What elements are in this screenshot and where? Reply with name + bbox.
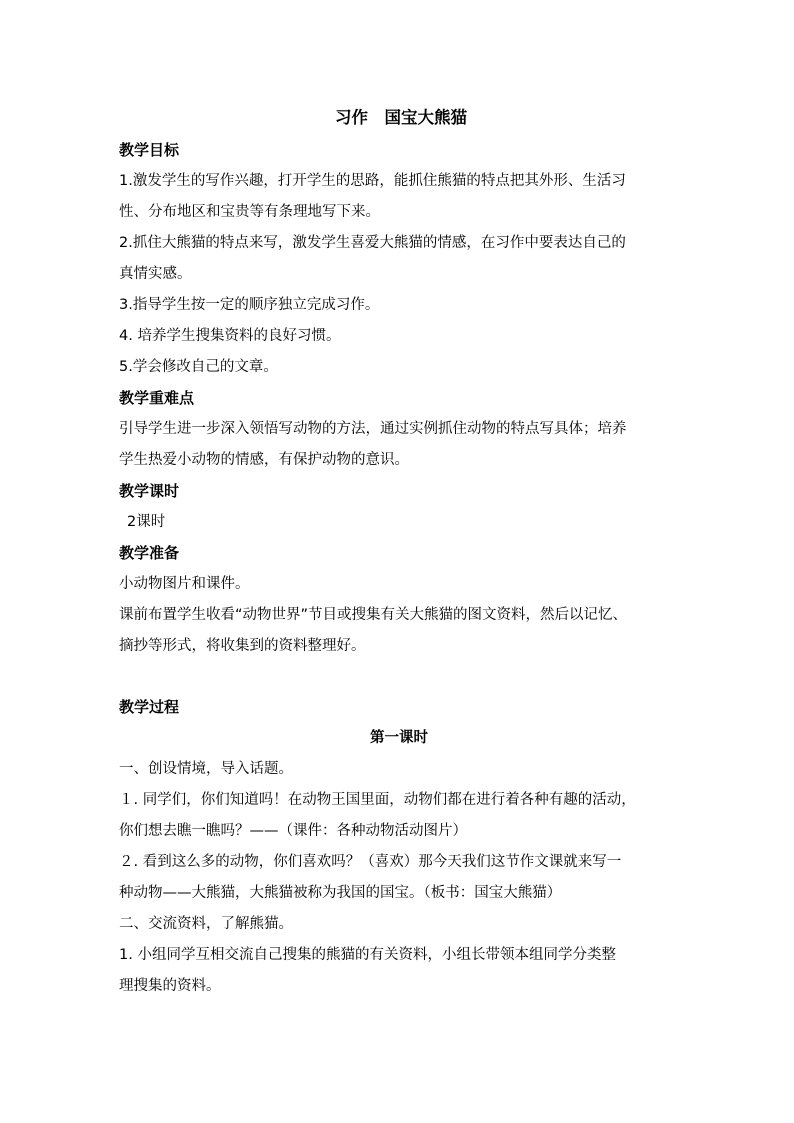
- paragraph-line: 小动物图片和课件。: [119, 576, 250, 592]
- paragraph-line: 真情实感。: [119, 266, 192, 282]
- document-page: [119, 104, 679, 1002]
- paragraph-line: 摘抄等形式，将收集到的资料整理好。: [119, 638, 366, 654]
- page-title: 习作 国宝大熊猫: [335, 108, 467, 127]
- section-heading-process: 教学过程: [119, 698, 180, 716]
- section-heading-difficulty: 教学重难点: [119, 389, 195, 407]
- paragraph-line: 理搜集的资料。: [119, 978, 221, 994]
- blank-line: [119, 662, 679, 692]
- paragraph-line: 2课时: [127, 514, 166, 530]
- paragraph-line: 4. 培养学生搜集资料的良好习惯。: [119, 328, 341, 344]
- section-heading-goals: 教学目标: [119, 141, 180, 159]
- paragraph-line: 引导学生进一步深入领悟写动物的方法，通过实例抓住动物的特点写具体；培养: [119, 421, 627, 437]
- lesson-subheading: 第一课时: [370, 730, 428, 746]
- paragraph-line: 课前布置学生收看“动物世界”节目或搜集有关大熊猫的图文资料，然后以记忆、: [119, 607, 628, 623]
- paragraph-line: 3.指导学生按一定的顺序独立完成习作。: [119, 297, 380, 313]
- paragraph-line: 1.激发学生的写作兴趣，打开学生的思路，能抓住熊猫的特点把其外形、生活习: [119, 173, 626, 189]
- paragraph-line: 二、交流资料，了解熊猫。: [119, 916, 293, 932]
- paragraph-line: １. 同学们，你们知道吗！在动物王国里面，动物们都在进行着各种有趣的活动，: [119, 792, 636, 808]
- paragraph-line: 学生热爱小动物的情感，有保护动物的意识。: [119, 452, 409, 468]
- paragraph-line: ２. 看到这么多的动物，你们喜欢吗？（喜欢）那今天我们这节作文课就来写一: [119, 854, 622, 870]
- paragraph-line: 一、创设情境，导入话题。: [119, 761, 293, 777]
- paragraph-line: 5.学会修改自己的文章。: [119, 359, 278, 375]
- paragraph-line: 1. 小组同学互相交流自己搜集的熊猫的有关资料，小组长带领本组同学分类整: [119, 947, 616, 963]
- section-heading-hours: 教学课时: [119, 482, 180, 500]
- section-heading-prep: 教学准备: [119, 544, 180, 562]
- paragraph-line: 性、分布地区和宝贵等有条理地写下来。: [119, 204, 380, 220]
- paragraph-line: 种动物——大熊猫，大熊猫被称为我国的国宝。（板书：国宝大熊猫）: [119, 885, 562, 901]
- paragraph-line: 2.抓住大熊猫的特点来写，激发学生喜爱大熊猫的情感，在习作中要表达自己的: [119, 235, 626, 251]
- paragraph-line: 你们想去瞧一瞧吗？——（课件：各种动物活动图片）: [119, 823, 467, 839]
